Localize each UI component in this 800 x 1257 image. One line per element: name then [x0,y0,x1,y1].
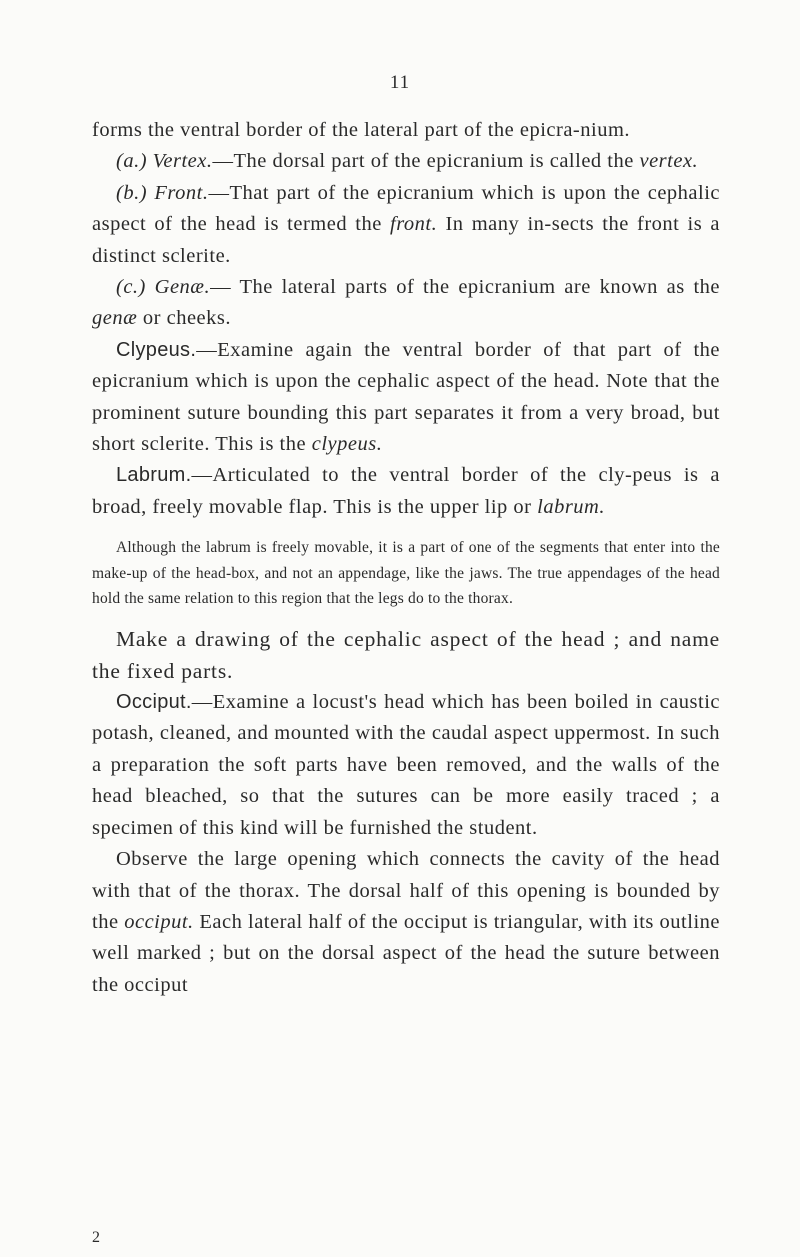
genae-term: Genæ. [154,276,211,299]
labrum-term-italic: labrum. [537,495,605,518]
front-text-after: In many in-sects the front is a distinct sclerite. [92,213,720,267]
front-term-italic: front. [390,213,438,236]
front-text-before: —That part of the epicranium which is upon the cephalic aspect of the head is termed the [92,181,721,236]
labrum-heading: Labrum. [116,464,192,487]
vertex-marker: (a.) [116,150,148,173]
paragraph-labrum [92,460,720,523]
occiput-text: —Examine a locust's head which has been boiled in caustic potash, cleaned, and mounted with the caudal aspect uppermost. In such a preparation the soft parts have been removed, and the walls of the head bleached, so that the sutures can be more easily traced ; a specimen of this kind will be furnished the student. [92,691,720,839]
observe-text-before: Observe the large opening which connects the cavity of the head with that of the thorax. The dorsal half of this opening is bounded by the [92,848,720,933]
vertex-term-italic: vertex. [639,150,699,173]
signature-mark: 2 [92,1229,100,1246]
paragraph-vertex [92,146,720,177]
paragraph-clypeus [92,335,720,461]
vertex-text: —The dorsal part of the epicranium is called the [212,150,634,173]
paragraph-intro: forms the ventral border of the lateral part of the epicra-nium. [92,119,631,141]
paragraph-occiput [92,687,720,844]
front-marker: (b.) [116,181,148,204]
vertex-term: Vertex. [152,150,213,173]
clypeus-heading: Clypeus. [116,338,197,361]
clypeus-text: —Examine again the ventral border of that part of the epicranium which is upon the cephalic aspect of the head. Note that the prominent suture bounding this part separates it from a very broad, but short sclerite. This is the [92,338,720,456]
page-body [92,115,720,1001]
note-paragraph: Although the labrum is freely movable, it is a part of one of the segments that enter into the make-up of the head-box, and not an appendage, like the jaws. The true appendages of the head hold the same relation to this region that the legs do to the thorax. [92,539,720,608]
clypeus-term-italic: clypeus. [311,433,383,456]
paragraph-observe [92,844,720,1001]
occiput-heading: Occiput. [116,691,192,714]
observe-text-after: Each lateral half of the occiput is triangular, with its outline well marked ; but on the dorsal aspect of the head the suture between the occiput [92,910,720,996]
genae-term-italic: genæ [92,307,138,330]
paragraph-genae [92,272,720,335]
genae-text-before: — The lateral parts of the epicranium are known as the [210,276,721,299]
observe-term-italic: occiput. [124,910,194,933]
genae-marker: (c.) [116,276,146,299]
labrum-text: —Articulated to the ventral border of the cly-peus is a broad, freely movable flap. This is the upper lip or [92,464,720,518]
genae-text-after: or cheeks. [142,307,232,330]
instruction-paragraph: Make a drawing of the cephalic aspect of the head ; and name the fixed parts. [92,627,720,684]
paragraph-front [92,178,720,272]
page-number: 11 [389,72,411,93]
front-term: Front. [154,181,209,204]
